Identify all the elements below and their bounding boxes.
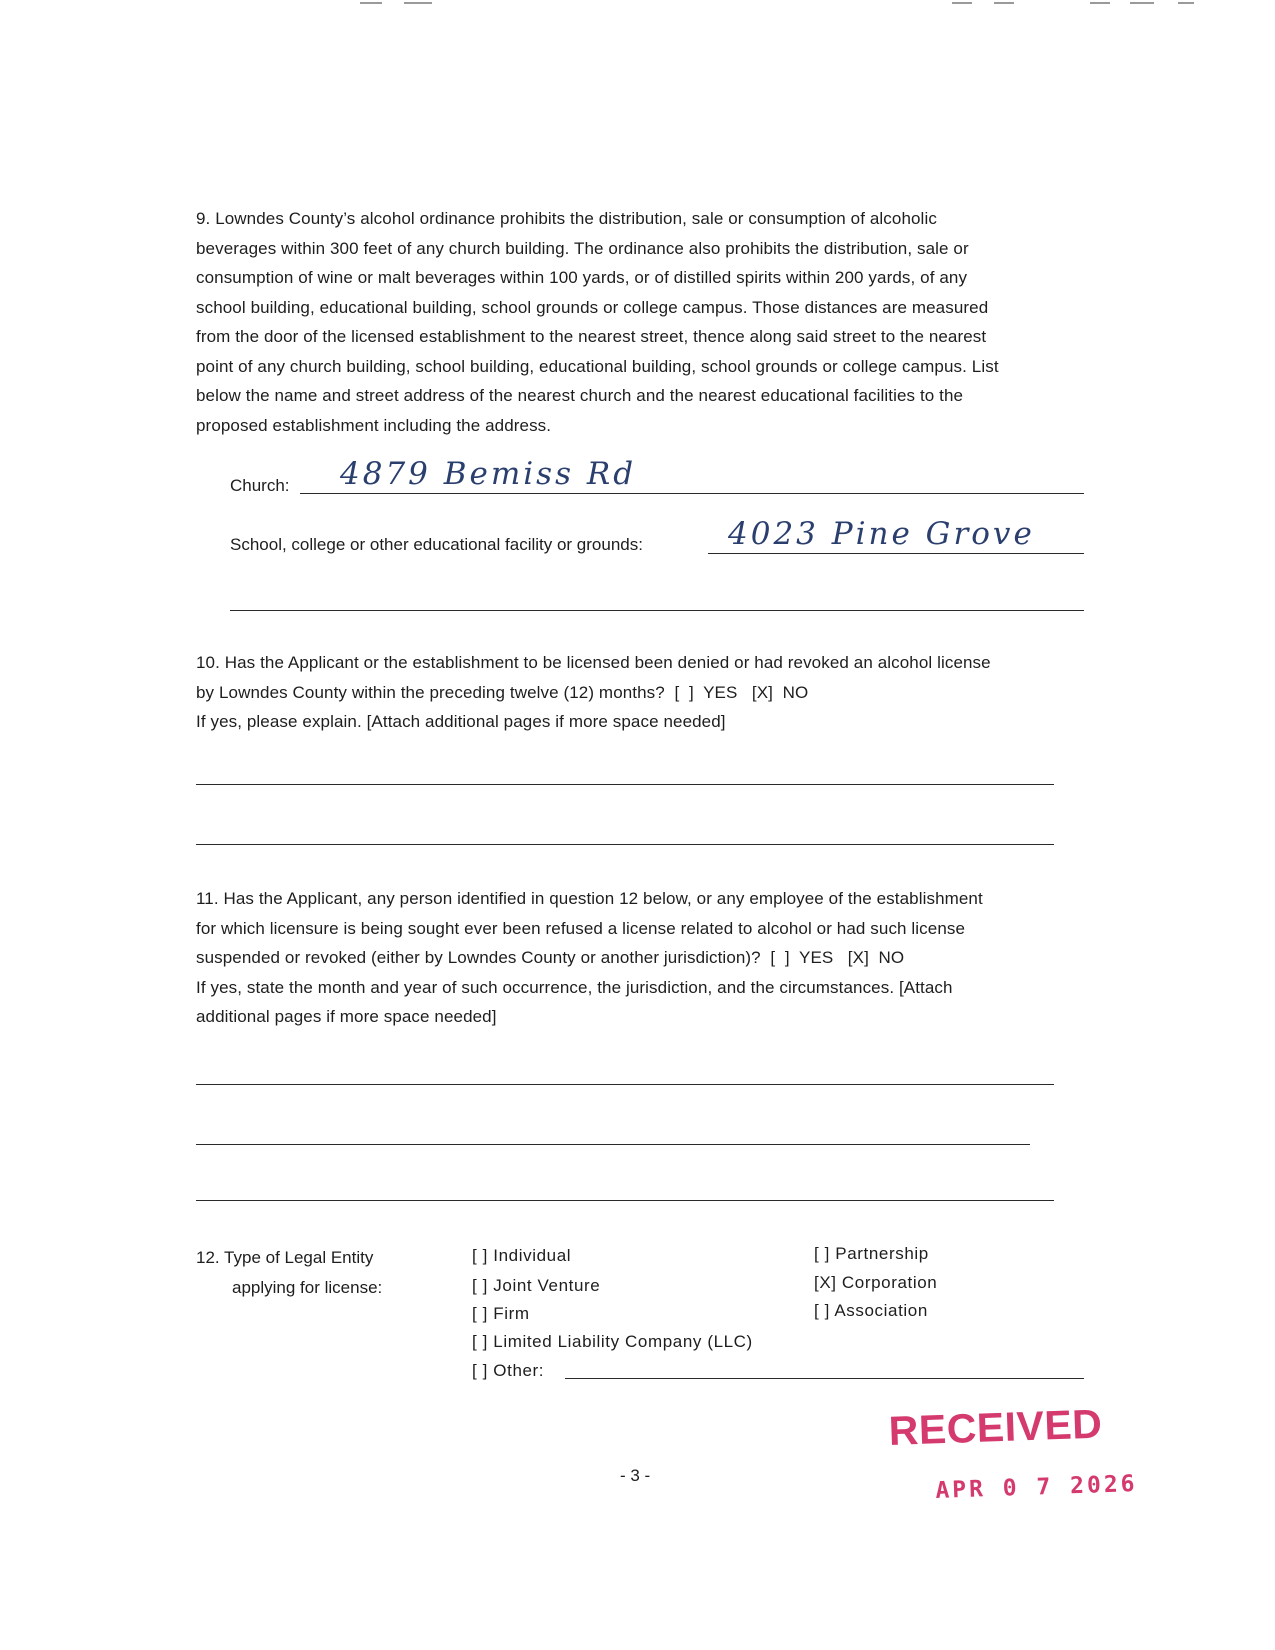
- option-llc[interactable]: [ ] Limited Liability Company (LLC): [472, 1332, 753, 1351]
- question-10-text: [196, 648, 1084, 737]
- question-10-answer-line-2[interactable]: [196, 844, 1054, 845]
- scan-mark: [1130, 2, 1154, 4]
- scan-mark: [404, 2, 432, 4]
- question-11-line: additional pages if more space needed]: [196, 1007, 497, 1026]
- question-11-answer-line: suspended or revoked (either by Lowndes County or another jurisdiction)? [ ] YES [X] NO: [196, 948, 905, 967]
- scan-mark: [360, 2, 382, 4]
- scan-mark: [1178, 2, 1194, 4]
- option-other[interactable]: [ ] Other:: [472, 1361, 545, 1380]
- question-9-line: proposed establishment including the address.: [196, 415, 552, 435]
- question-9-line: beverages within 300 feet of any church building. The ordinance also prohibits the distribution, sale or: [196, 238, 969, 258]
- option-joint-venture[interactable]: [ ] Joint Venture: [472, 1276, 601, 1295]
- question-11-line: 11. Has the Applicant, any person identified in question 12 below, or any employee of the establishment: [196, 889, 983, 908]
- page-number: - 3 -: [620, 1466, 651, 1485]
- question-11-answer-line-2[interactable]: [196, 1144, 1030, 1145]
- question-11-line: for which licensure is being sought ever been refused a license related to alcohol or had such license: [196, 918, 966, 938]
- question-10-answer-line: by Lowndes County within the preceding twelve (12) months? [ ] YES [X] NO: [196, 682, 809, 702]
- church-field-line: [300, 493, 1084, 494]
- church-label: Church:: [230, 476, 290, 495]
- question-10-line: If yes, please explain. [Attach additional pages if more space needed]: [196, 712, 726, 731]
- scan-mark: [994, 2, 1014, 4]
- option-association[interactable]: [ ] Association: [814, 1301, 928, 1320]
- question-12-label-cont: applying for license:: [232, 1278, 383, 1297]
- option-individual[interactable]: [ ] Individual: [472, 1246, 572, 1265]
- question-9-text: [196, 204, 1084, 440]
- received-stamp-date: APR 0 7 2026: [935, 1470, 1138, 1504]
- scan-mark: [1090, 2, 1110, 4]
- school-field-line: [708, 553, 1084, 554]
- question-9-line: school building, educational building, school grounds or college campus. Those distances are measured: [196, 297, 989, 317]
- question-11-answer-line-3[interactable]: [196, 1200, 1054, 1201]
- question-9-line: from the door of the licensed establishment to the nearest street, thence along said street to the nearest: [196, 327, 987, 346]
- scan-mark: [952, 2, 972, 4]
- received-stamp: RECEIVED: [888, 1400, 1104, 1454]
- school-field-value[interactable]: 4023 Pine Grove: [728, 516, 1035, 552]
- question-9-line: below the name and street address of the nearest church and the nearest educational facilities to the: [196, 386, 964, 405]
- option-corporation[interactable]: [X] Corporation: [814, 1273, 938, 1292]
- question-10-line: 10. Has the Applicant or the establishment to be licensed been denied or had revoked an alcohol license: [196, 653, 991, 672]
- church-field-value[interactable]: 4879 Bemiss Rd: [340, 456, 637, 492]
- question-9-line: consumption of wine or malt beverages within 100 yards, or of distilled spirits within 200 yards, of any: [196, 268, 968, 287]
- school-label: School, college or other educational facility or grounds:: [230, 535, 643, 554]
- question-10-answer-line-1[interactable]: [196, 784, 1054, 785]
- question-12-label: 12. Type of Legal Entity: [196, 1248, 374, 1267]
- school-field-extra-line: [230, 610, 1084, 611]
- question-9-line: 9. Lowndes County’s alcohol ordinance prohibits the distribution, sale or consumption of alcoholic: [196, 209, 937, 228]
- question-11-answer-line-1[interactable]: [196, 1084, 1054, 1085]
- question-9-line: point of any church building, school building, educational building, school grounds or college campus. List: [196, 356, 999, 376]
- question-11-text: [196, 884, 1084, 1032]
- question-11-line: If yes, state the month and year of such occurrence, the jurisdiction, and the circumstances. [Attach: [196, 977, 953, 997]
- other-field-line[interactable]: [565, 1378, 1084, 1379]
- option-firm[interactable]: [ ] Firm: [472, 1304, 530, 1323]
- option-partnership[interactable]: [ ] Partnership: [814, 1244, 929, 1263]
